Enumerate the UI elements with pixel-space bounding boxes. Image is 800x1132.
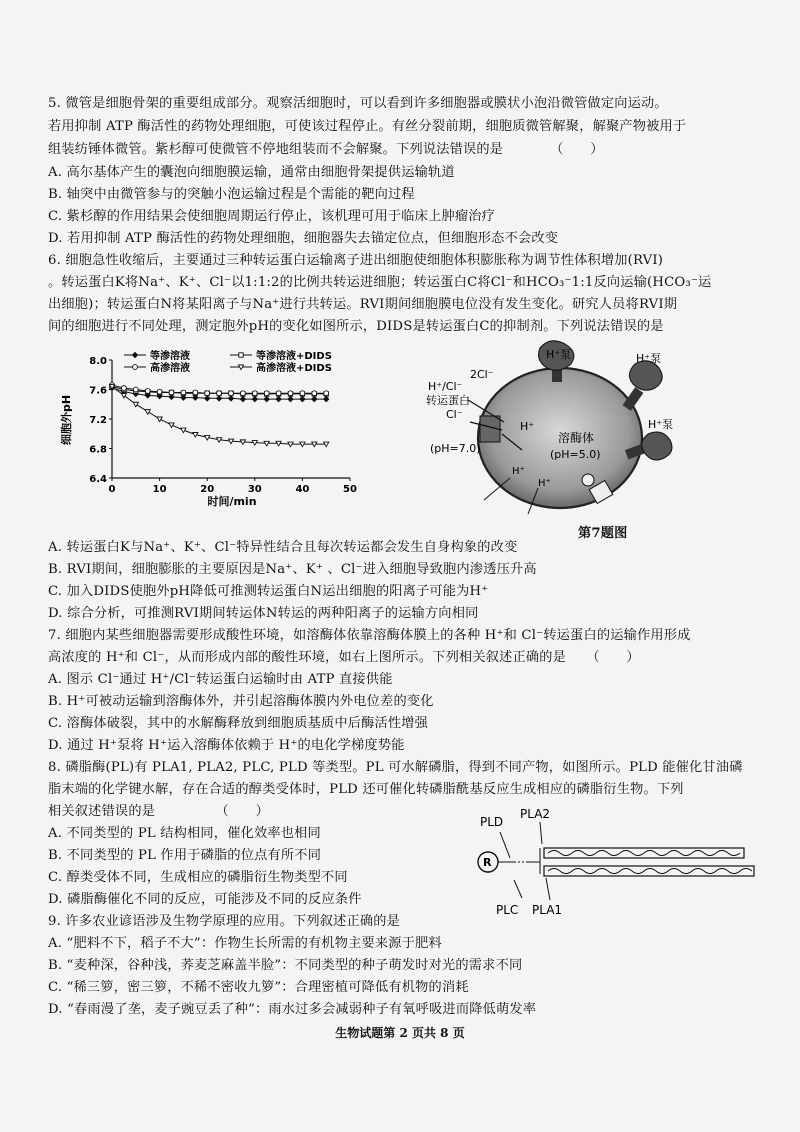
label-transporter: H⁺/Cl⁻ [428,380,463,393]
data-point [252,396,257,401]
legend-label: 高渗溶液+DIDS [256,363,332,374]
q5-option-a: A. 高尔基体产生的囊泡向细胞膜运输，通常由细胞骨架提供运输轨道 [48,165,455,180]
q9-stem-line-1: 9. 许多农业谚语涉及生物学原理的应用。下列叙述正确的是 [48,914,401,929]
label-h-out-1: H⁺ [512,466,525,477]
y-tick-label: 7.2 [89,415,107,426]
q8-option-d: D. 磷脂酶催化不同的反应，可能涉及不同的反应条件 [48,892,362,907]
data-point [276,391,281,396]
ph-line-chart [50,345,370,510]
q8-stem-line-3: 相关叙述错误的是 （ ） [48,804,269,819]
q9-option-d: D. “春雨漫了垄，麦子豌豆丢了种”：雨水过多会减弱种子有氧呼吸进而降低萌发率 [48,1002,537,1017]
data-point [145,410,150,415]
data-point [276,396,281,401]
data-point [264,391,269,396]
legend-label: 等渗溶液+DIDS [256,351,332,362]
q8-option-c: C. 醇类受体不同，生成相应的磷脂衍生物类型不同 [48,870,348,885]
chart-axes [89,356,357,495]
data-point [205,396,210,401]
q7-stem-line-1: 7. 细胞内某些细胞器需要形成酸性环境，如溶酶体依靠溶酶体膜上的各种 H⁺和 Cl⁻转运蛋白的运输作用形成 [48,628,691,643]
label-h-pump-1: H⁺泵 [546,348,572,361]
y-tick-label: 6.8 [89,444,107,456]
x-axis-label: 时间/min [207,495,257,508]
data-point [181,390,186,395]
data-point [193,390,198,395]
legend-label: 等渗溶液 [150,351,190,362]
q8-stem-line-1: 8. 磷脂酶(PL)有 PLA1, PLA2, PLC, PLD 等类型。PL 可水解磷脂，得到不同产物，如图所示。PLD 能催化甘油磷 [48,760,743,775]
data-point [288,396,293,401]
q5-stem-line-1: 5. 微管是细胞骨架的重要组成部分。观察活细胞时，可以看到许多细胞器或膜状小泡沿微管做定向运动。 [48,96,668,111]
q7-option-b: B. H⁺可被动运输到溶酶体外，并引起溶酶体膜内外电位差的变化 [48,694,434,709]
series-3 [110,383,329,396]
fatty-acid-chain-2 [544,866,754,876]
x-tick-label: 40 [295,484,310,495]
x-tick-label: 0 [108,484,116,495]
data-point [122,386,127,391]
y-tick-label: 8.0 [89,356,107,367]
q7-option-a: A. 图示 Cl⁻通过 H⁺/Cl⁻转运蛋白运输时由 ATP 直接供能 [48,672,393,687]
label-pld: PLD [480,815,504,829]
q5-stem-line-3: 组装纺锤体微管。紫杉醇可使微管不停地组装而不会解聚。下列说法错误的是 （ ） [48,142,604,157]
x-tick-label: 30 [247,484,262,495]
q9-option-c: C. “稀三箩，密三箩，不稀不密收九箩”：合理密植可降低有机物的消耗 [48,980,469,995]
x-tick-label: 10 [152,484,167,495]
data-point [312,396,317,401]
q5-stem-line-2: 若用抑制 ATP 酶活性的药物处理细胞，可使该过程停止。有丝分裂前期，细胞质微管解聚，解聚产物被用于 [48,119,687,134]
q8-option-a: A. 不同类型的 PL 结构相同，催化效率也相同 [48,826,321,841]
data-point [241,391,246,396]
label-pla2: PLA2 [520,808,551,821]
label-r: R [483,856,492,869]
label-outside-ph: (pH=7.0) [430,442,481,455]
data-point [324,396,329,401]
label-pla1: PLA1 [532,903,563,917]
data-point [240,396,245,401]
membrane-protein-circle [582,474,594,486]
data-point [229,391,234,396]
data-point [264,396,269,401]
figure-7-caption: 第7题图 [578,526,628,541]
phospholipid-diagram [470,808,770,928]
q6-option-b: B. RVI期间，细胞膨胀的主要原因是Na⁺、K⁺ 、Cl⁻进入细胞导致胞内渗透压升高 [48,562,537,577]
data-point [239,353,243,357]
data-point [300,391,305,396]
label-plc: PLC [496,903,519,917]
label-h-pump-3: H⁺泵 [648,418,674,431]
data-point [157,389,162,394]
q9-option-b: B. “麦种深，谷种浅，荞麦芝麻盖半脸”：不同类型的种子萌发时对光的需求不同 [48,958,523,973]
q6-option-d: D. 综合分析，可推测RVI期间转运体N转运的两种阳离子的运输方向相同 [48,606,479,621]
data-point [312,391,317,396]
data-point [217,391,222,396]
q8-option-b: B. 不同类型的 PL 作用于磷脂的位点有所不同 [48,848,322,863]
x-tick-label: 50 [343,484,357,495]
h-pump-right-top [623,361,663,411]
label-h-pump-2: H⁺泵 [636,352,662,365]
data-point [145,389,150,394]
q5-option-c: C. 紫杉醇的作用结果会使细胞周期运行停止，该机理可用于临床上肿瘤治疗 [48,209,496,224]
label-inside: 溶酶体 [558,431,595,445]
q5-option-b: B. 轴突中由微管参与的突触小泡运输过程是个需能的靶向过程 [48,187,415,202]
data-point [157,417,162,422]
label-transporter-2: 转运蛋白 [426,394,470,407]
q8-stem-line-2: 脂末端的化学键水解，存在合适的醇类受体时，PLD 还可催化转磷脂酰基反应生成相应的磷脂衍生物。下列 [48,782,684,797]
q7-stem-line-2: 高浓度的 H⁺和 Cl⁻，从而形成内部的酸性环境，如右上图所示。下列相关叙述正确的是 （ ） [48,650,640,665]
q6-stem-line-4: 间的细胞进行不同处理，测定胞外pH的变化如图所示，DIDS是转运蛋白C的抑制剂。下列说法错误的是 [48,319,664,334]
label-h-out-2: H⁺ [538,478,551,489]
page-footer: 生物试题第 2 页共 8 页 [335,1026,465,1040]
q6-stem-line-1: 6. 细胞急性收缩后，主要通过三种转运蛋白运输离子进出细胞使细胞体积膨胀称为调节性体积增加(RVI) [48,253,664,268]
chart-legend [124,349,332,374]
data-point [133,365,138,370]
data-point [205,391,210,396]
chart-series [109,383,328,447]
y-tick-label: 7.6 [89,385,107,397]
x-tick-label: 20 [200,484,215,495]
q6-stem-line-2: 。转运蛋白K将Na⁺、K⁺、Cl⁻以1:1:2的比例共转运进细胞；转运蛋白C将Cl⁻和HCO₃⁻1:1反向运输(HCO₃⁻运 [48,275,712,290]
q9-option-a: A. “肥料不下，稻子不大”：作物生长所需的有机物主要来源于肥料 [48,936,442,951]
q5-option-d: D. 若用抑制 ATP 酶活性的药物处理细胞，细胞器失去锚定位点，但细胞形态不会改变 [48,231,559,246]
data-point [133,387,138,392]
y-axis-label: 细胞外pH [60,394,73,446]
data-point [132,352,137,357]
q6-option-c: C. 加入DIDS使胞外pH降低可推测转运蛋白N运出细胞的阳离子可能为H⁺ [48,584,489,599]
legend-label: 高渗溶液 [150,363,190,374]
q7-option-c: C. 溶酶体破裂，其中的水解酶释放到细胞质基质中后酶活性增强 [48,716,429,731]
data-point [324,391,329,396]
q7-option-d: D. 通过 H⁺泵将 H⁺运入溶酶体依赖于 H⁺的电化学梯度势能 [48,738,405,753]
lysosome-diagram [410,338,700,530]
label-2cl: 2Cl⁻ [470,368,494,381]
label-h-in: H⁺ [520,420,535,433]
data-point [300,396,305,401]
label-inside-ph: (pH=5.0) [550,448,601,461]
label-cl: Cl⁻ [446,408,463,421]
data-point [288,391,293,396]
q6-option-a: A. 转运蛋白K与Na⁺、K⁺、Cl⁻特异性结合且每次转运都会发生自身构象的改变 [48,540,518,555]
q6-stem-line-3: 出细胞)；转运蛋白N将某阳离子与Na⁺进行共转运。RVI期间细胞膜电位没有发生变化。研究人员将RVI期 [48,297,678,312]
data-point [217,396,222,401]
data-point [133,402,138,407]
data-point [228,396,233,401]
y-tick-label: 6.4 [89,474,107,485]
data-point [169,390,174,395]
data-point [252,391,257,396]
